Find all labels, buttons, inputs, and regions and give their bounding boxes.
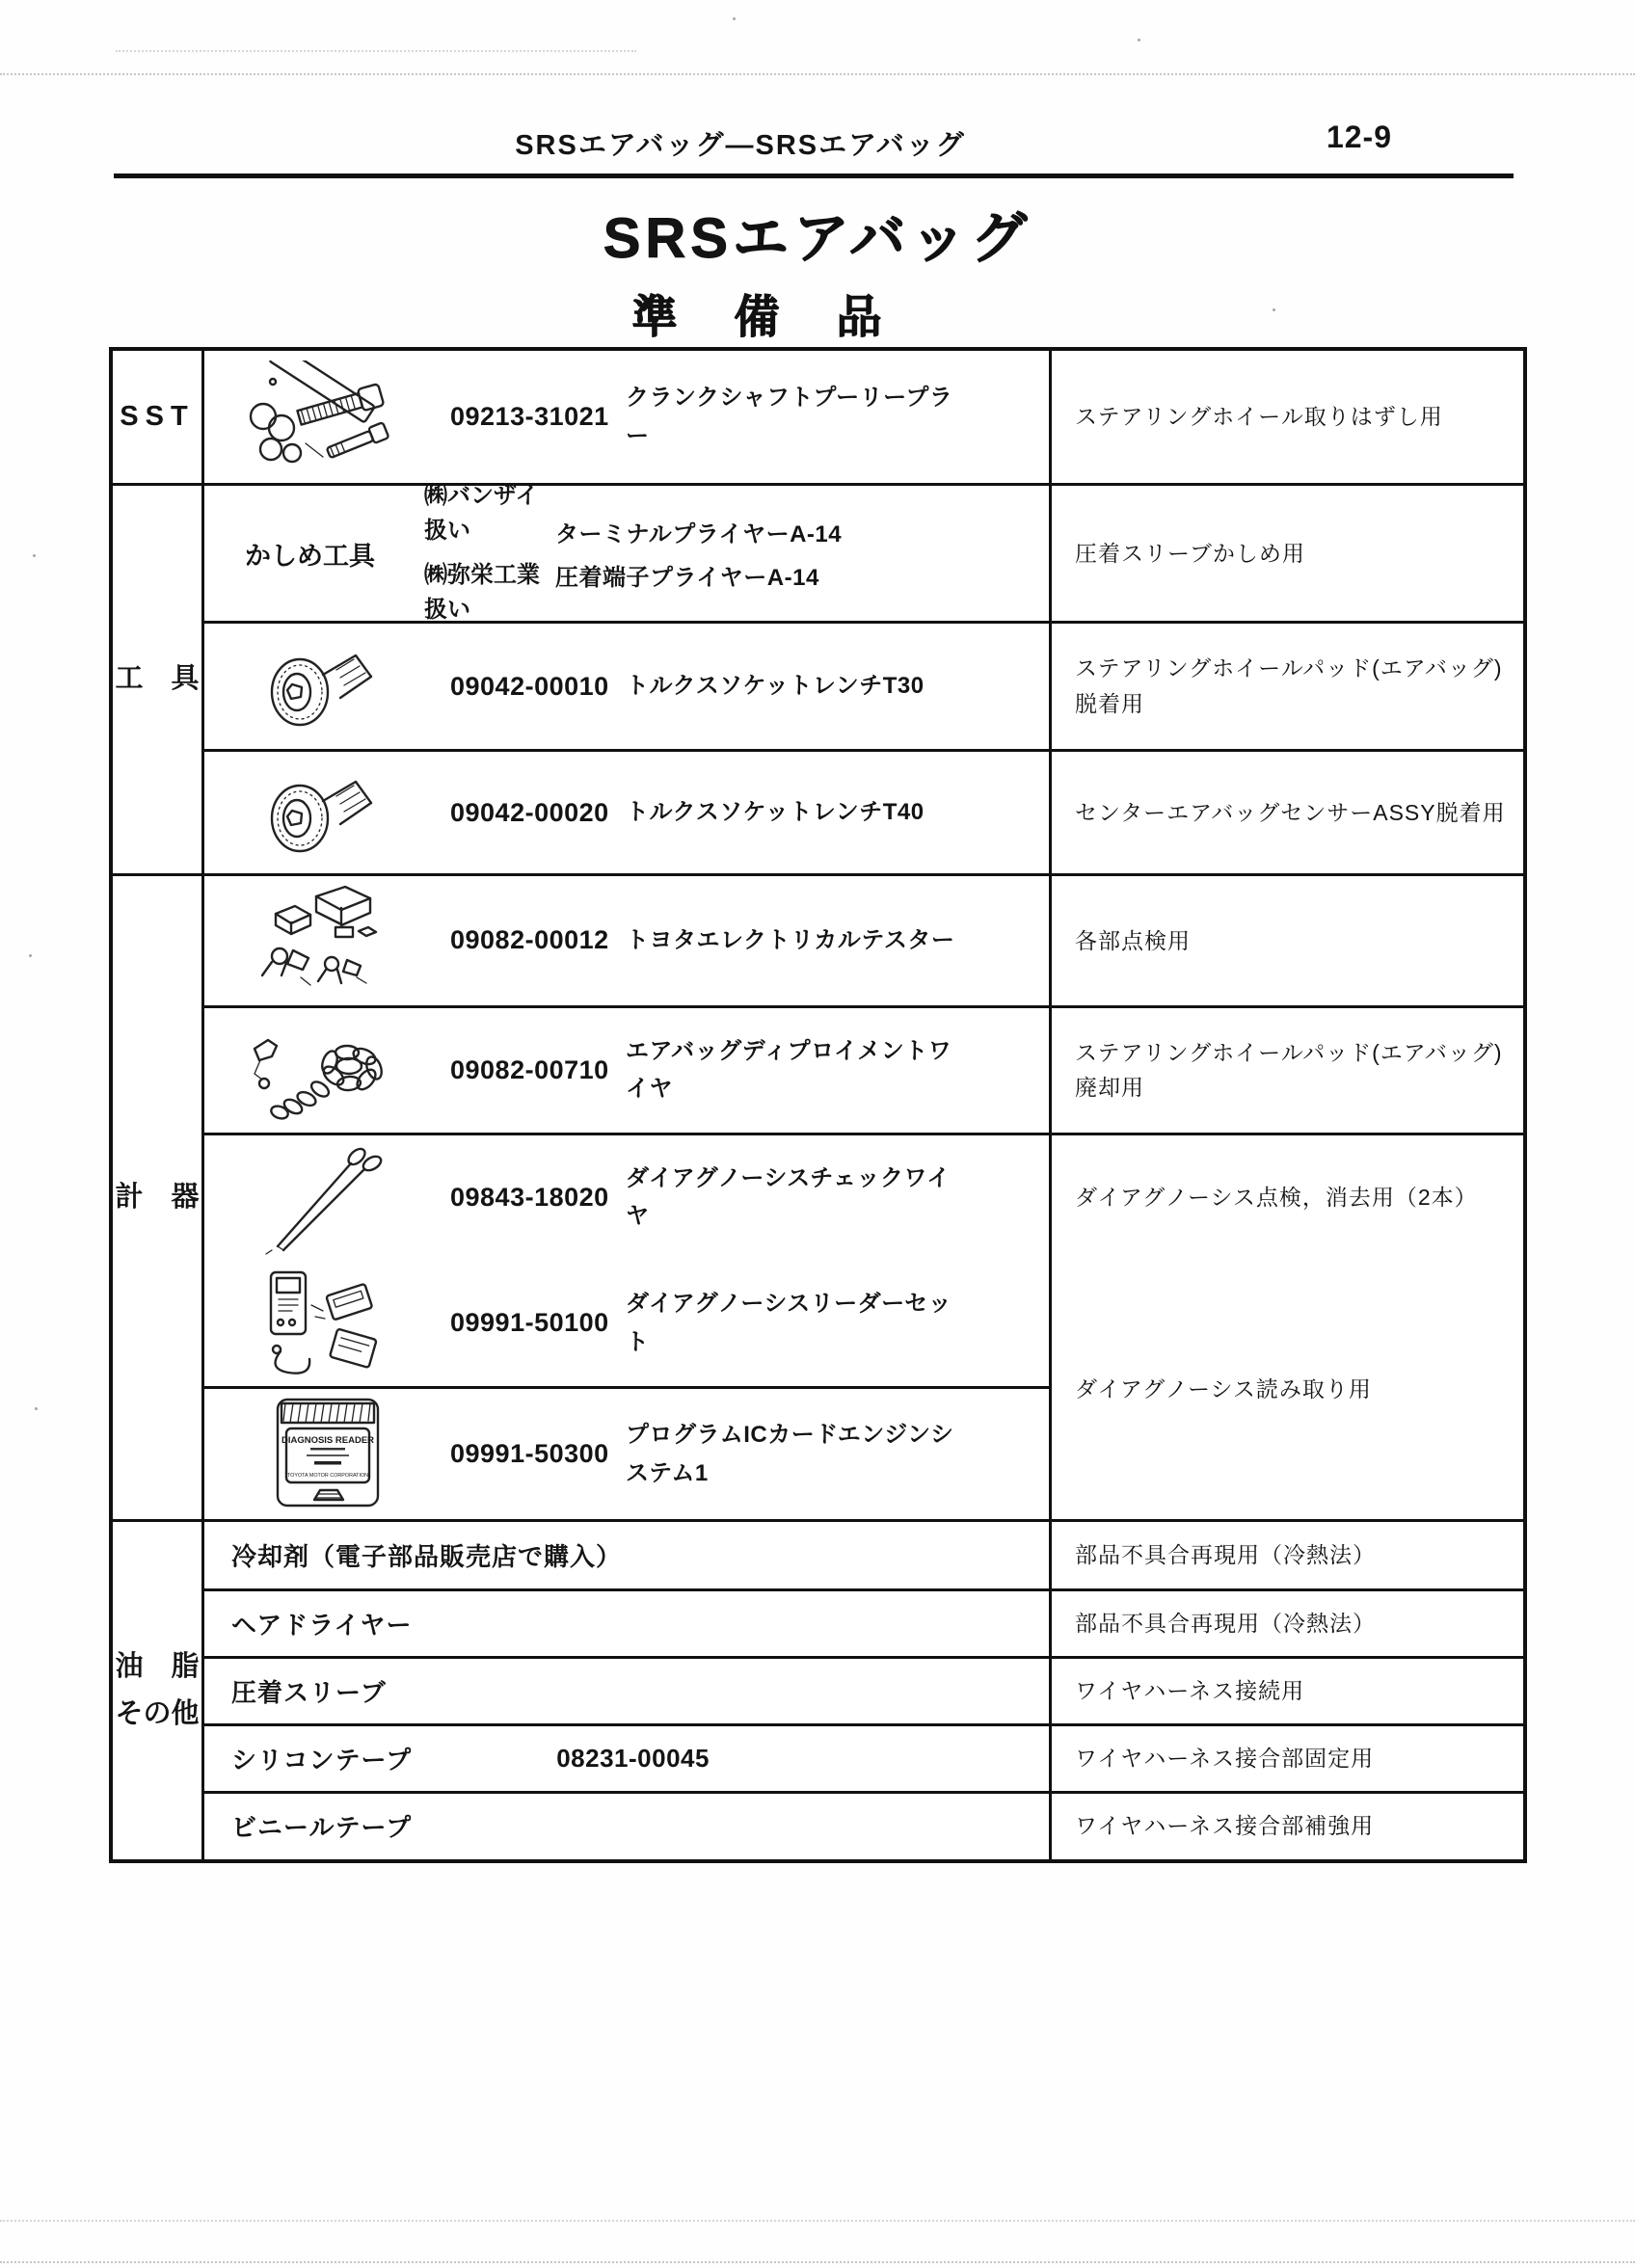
item-name: ダイアグノーシスリーダーセット (626, 1290, 952, 1355)
scan-noise (0, 73, 1635, 75)
category-label: 計 器 (115, 1181, 200, 1213)
part-number: 09843-18020 (450, 1182, 609, 1212)
usage-note: 圧着スリーブかしめ用 (1049, 486, 1523, 621)
card-title: DIAGNOSIS READER (281, 1434, 374, 1446)
table-row (204, 749, 1523, 873)
part-number: 09991-50100 (450, 1308, 609, 1337)
table-row (204, 483, 1523, 623)
dealer-name: ㈱弥栄工業扱い (424, 562, 540, 623)
category-cell-sst (113, 351, 204, 483)
section-tools (113, 483, 1523, 873)
header-title: SRSエアバッグ—SRSエアバッグ (515, 130, 966, 161)
usage-note: ワイヤハーネス接合部補強用 (1049, 1794, 1523, 1859)
deployment-wire-illustration (204, 1016, 450, 1124)
scan-speck (35, 1407, 38, 1410)
torx-socket-t40-illustration (204, 759, 450, 867)
item-name: 冷却剤（電子部品販売店で購入） (231, 1542, 623, 1572)
usage-note: ステアリングホイールパッド(エアバッグ)脱着用 (1049, 624, 1523, 749)
item-name: トルクスソケットレンチT40 (626, 799, 925, 826)
table-row (204, 1389, 1049, 1519)
part-number: 09042-00020 (450, 797, 609, 827)
dealer-name: ㈱バンザイ扱い (424, 483, 539, 544)
item-name: クランクシャフトプーリープラー (626, 384, 953, 449)
preparation-table (109, 347, 1527, 1863)
scan-noise (0, 2261, 1635, 2263)
part-number: 09042-00010 (450, 671, 609, 701)
category-cell-tools (113, 486, 204, 873)
scan-speck (33, 554, 36, 557)
table-row (204, 1723, 1523, 1790)
category-cell-instruments (113, 876, 204, 1519)
item-name: ヘアドライヤー (231, 1611, 413, 1641)
usage-note: 部品不具合再現用（冷熱法） (1049, 1591, 1523, 1655)
usage-note-merged: ダイアグノーシス読み取り用 (1049, 1260, 1523, 1519)
usage-note: ステアリングホイール取りはずし用 (1049, 351, 1523, 483)
scan-speck (733, 17, 736, 20)
part-number: 09991-50300 (450, 1439, 609, 1468)
diagnosis-reader-set-illustration (204, 1263, 450, 1384)
part-number: 09082-00012 (450, 925, 609, 955)
scan-noise (116, 50, 636, 52)
scan-speck (1138, 39, 1140, 41)
table-row (204, 876, 1523, 1005)
page-number: 12-9 (1326, 120, 1392, 154)
puller-illustration (204, 360, 450, 474)
usage-note: 部品不具合再現用（冷熱法） (1049, 1522, 1523, 1588)
product-name: 圧着端子プライヤーA‐14 (555, 565, 819, 591)
check-wire-illustration (204, 1138, 450, 1256)
table-row (204, 351, 1523, 483)
page-subtitle: 準 備 品 (631, 291, 888, 342)
table-row-group (204, 1260, 1523, 1519)
page-title: SRSエアバッグ (603, 207, 1032, 270)
card-maker: TOYOTA MOTOR CORPORATION (286, 1472, 368, 1479)
part-number: 09213-31021 (450, 402, 609, 431)
item-name: 圧着スリーブ (231, 1678, 387, 1707)
part-number: 08231-00045 (556, 1743, 710, 1773)
part-number: 09082-00710 (450, 1054, 609, 1084)
scan-speck (29, 954, 32, 957)
table-row (204, 1522, 1523, 1588)
usage-note: 各部点検用 (1049, 876, 1523, 1005)
category-label: 工 具 (115, 663, 200, 695)
table-row (204, 1005, 1523, 1133)
table-row (204, 1588, 1523, 1655)
item-name: エアバッグディプロイメントワイヤ (626, 1037, 952, 1103)
table-row (204, 621, 1523, 749)
usage-note: センターエアバッグセンサーASSY脱着用 (1049, 752, 1523, 873)
category-label: その他 (115, 1698, 200, 1729)
section-oils-others (113, 1519, 1523, 1859)
table-row (204, 1791, 1523, 1859)
table-row (204, 1133, 1523, 1260)
product-name: ターミナルプライヤーA‐14 (555, 521, 843, 547)
item-name: ダイアグノーシスチェックワイヤ (626, 1164, 951, 1230)
table-row (204, 1656, 1523, 1723)
item-name: プログラムICカードエンジンシステム1 (626, 1421, 954, 1486)
usage-note: ダイアグノーシス点検，消去用（2本） (1049, 1135, 1523, 1260)
scan-noise (0, 2220, 1635, 2222)
table-row (204, 1260, 1049, 1389)
category-label: 油 脂 (115, 1650, 200, 1682)
usage-note: ステアリングホイールパッド(エアバッグ)廃却用 (1049, 1008, 1523, 1133)
item-name: トルクスソケットレンチT30 (626, 673, 925, 700)
category-label: SST (120, 400, 195, 432)
section-sst (113, 351, 1523, 483)
header-rule (114, 173, 1514, 178)
item-name: かしめ工具 (245, 541, 375, 571)
program-ic-card-illustration (204, 1396, 450, 1513)
category-cell-oils-others (113, 1522, 204, 1859)
item-name: トヨタエレクトリカルテスター (626, 927, 955, 954)
item-name: シリコンテープ (231, 1745, 413, 1774)
item-name: ビニールテープ (231, 1813, 413, 1843)
section-instruments (113, 873, 1523, 1519)
electrical-tester-illustration (204, 883, 450, 999)
usage-note: ワイヤハーネス接続用 (1049, 1659, 1523, 1723)
torx-socket-t30-illustration (204, 632, 450, 740)
usage-note: ワイヤハーネス接合部固定用 (1049, 1726, 1523, 1790)
